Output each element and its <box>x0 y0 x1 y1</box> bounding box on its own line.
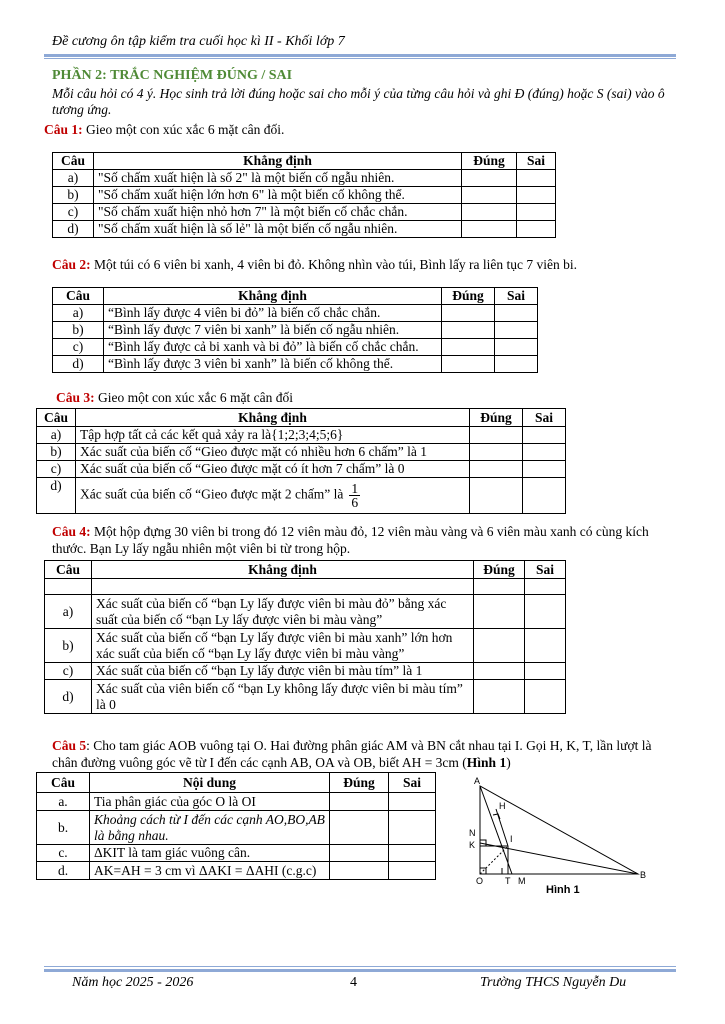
answer-sai-cell[interactable] <box>525 595 566 629</box>
row-id: a) <box>45 595 92 629</box>
col-khang-dinh: Khẳng định <box>76 409 470 427</box>
bisector-am <box>480 786 512 874</box>
answer-sai-cell[interactable] <box>389 811 436 845</box>
answer-sai-cell[interactable] <box>495 339 538 356</box>
answer-dung-cell[interactable] <box>462 204 517 221</box>
row-statement: “Bình lấy được 3 viên bi xanh” là biến cố không thể. <box>104 356 442 373</box>
instructions: Mỗi câu hỏi có 4 ý. Học sinh trả lời đúng hoặc sai cho mỗi ý của từng câu hỏi và ghi Đ (đúng) hoặc S (sai) vào ô tương ứng. <box>52 86 665 117</box>
answer-sai-cell[interactable] <box>389 793 436 811</box>
question-5-text-end: ) <box>506 755 511 770</box>
answer-dung-cell[interactable] <box>470 478 523 514</box>
row-id: d) <box>37 478 76 514</box>
point-label: O <box>476 876 484 886</box>
point-label: I <box>510 834 513 844</box>
question-1-label: Câu 1: <box>44 122 83 137</box>
col-cau: Câu <box>37 409 76 427</box>
row-id: b) <box>37 444 76 461</box>
answer-sai-cell[interactable] <box>517 204 556 221</box>
row-id: b) <box>53 322 104 339</box>
row-statement: "Số chấm xuất hiện là số lẻ" là một biến cố ngẫu nhiên. <box>94 221 462 238</box>
answer-dung-cell[interactable] <box>462 170 517 187</box>
question-2 <box>52 256 577 273</box>
point-label: B <box>640 870 647 880</box>
row-statement: Tia phân giác của góc O là OI <box>90 793 330 811</box>
col-dung: Đúng <box>442 288 495 305</box>
footer-rule <box>44 969 676 972</box>
answer-dung-cell[interactable] <box>474 629 525 663</box>
point-label: A <box>474 776 481 786</box>
row-id: a) <box>37 427 76 444</box>
row-id: a. <box>37 793 90 811</box>
row-statement: Xác suất của biến cố “Gieo được mặt có nhiều hơn 6 chấm” là 1 <box>76 444 470 461</box>
point-label: K <box>469 840 476 850</box>
answer-sai-cell[interactable] <box>517 221 556 238</box>
question-5-table <box>36 772 436 880</box>
row-statement: Khoảng cách từ I đến các cạnh AO,BO,AB là bằng nhau. <box>90 811 330 845</box>
question-2-text: Một túi có 6 viên bi xanh, 4 viên bi đỏ. Không nhìn vào túi, Bình lấy ra liên tục 7 viên bi. <box>90 257 577 272</box>
row-statement: Xác suất của biến cố “bạn Ly lấy được viên bi màu tím” là 1 <box>92 663 474 680</box>
row-statement: Tập hợp tất cả các kết quả xảy ra là{1;2;3;4;5;6} <box>76 427 470 444</box>
answer-sai-cell[interactable] <box>517 170 556 187</box>
empty-cell <box>525 579 566 595</box>
question-1-table <box>52 152 556 238</box>
question-3 <box>56 389 293 406</box>
row-id: d) <box>53 221 94 238</box>
col-cau: Câu <box>37 773 90 793</box>
row-statement: "Số chấm xuất hiện lớn hơn 6" là một biến cố không thể. <box>94 187 462 204</box>
question-5 <box>52 737 672 771</box>
answer-sai-cell[interactable] <box>523 478 566 514</box>
question-2-table <box>52 287 538 373</box>
col-sai: Sai <box>523 409 566 427</box>
answer-sai-cell[interactable] <box>523 444 566 461</box>
point-label: M <box>518 876 526 886</box>
row-id: d. <box>37 862 90 880</box>
answer-dung-cell[interactable] <box>462 187 517 204</box>
footer-school: Trường THCS Nguyễn Du <box>480 975 627 990</box>
answer-sai-cell[interactable] <box>523 461 566 478</box>
question-4-text: Một hộp đựng 30 viên bi trong đó 12 viên màu đỏ, 12 viên màu vàng và 6 viên màu xanh có cùng kích thước. Bạn Ly lấy ngẫu nhiên một viên bi từ trong hộp. <box>52 524 649 556</box>
figure-caption: Hình 1 <box>546 884 580 896</box>
header-rule-thin <box>44 58 676 59</box>
row-statement: ΔKIT là tam giác vuông cân. <box>90 845 330 862</box>
col-sai: Sai <box>495 288 538 305</box>
page-number: 4 <box>350 975 357 990</box>
row-id: c) <box>53 204 94 221</box>
point-label: N <box>469 828 476 838</box>
answer-sai-cell[interactable] <box>495 322 538 339</box>
row-id: c) <box>45 663 92 680</box>
triangle-aob <box>480 786 638 874</box>
row-id: b. <box>37 811 90 845</box>
col-dung: Đúng <box>330 773 389 793</box>
answer-sai-cell[interactable] <box>495 356 538 373</box>
col-cau: Câu <box>53 288 104 305</box>
answer-dung-cell[interactable] <box>474 680 525 714</box>
col-sai: Sai <box>525 561 566 579</box>
question-4-label: Câu 4: <box>52 524 91 539</box>
row-statement: "Số chấm xuất hiện nhỏ hơn 7" là một biến cố chắc chắn. <box>94 204 462 221</box>
answer-dung-cell[interactable] <box>330 845 389 862</box>
answer-dung-cell[interactable] <box>442 356 495 373</box>
answer-sai-cell[interactable] <box>517 187 556 204</box>
row-statement <box>76 478 470 514</box>
fraction <box>349 482 360 509</box>
answer-sai-cell[interactable] <box>495 305 538 322</box>
row-id: d) <box>45 680 92 714</box>
triangle-figure <box>460 776 650 886</box>
col-khang-dinh: Khẳng định <box>94 153 462 170</box>
row-statement: “Bình lấy được 7 viên bi xanh” là biến cố ngẫu nhiên. <box>104 322 442 339</box>
question-4-table <box>44 560 566 714</box>
row-id: c) <box>53 339 104 356</box>
answer-dung-cell[interactable] <box>462 221 517 238</box>
segment-oi <box>480 846 508 874</box>
answer-dung-cell[interactable] <box>474 595 525 629</box>
footer-year: Năm học 2025 - 2026 <box>72 975 194 990</box>
answer-dung-cell[interactable] <box>474 663 525 680</box>
answer-sai-cell[interactable] <box>389 845 436 862</box>
col-cau: Câu <box>45 561 92 579</box>
answer-sai-cell[interactable] <box>525 629 566 663</box>
answer-dung-cell[interactable] <box>330 811 389 845</box>
fraction-numerator: 1 <box>351 481 359 496</box>
answer-sai-cell[interactable] <box>525 680 566 714</box>
question-3-table <box>36 408 566 514</box>
row-id: d) <box>53 356 104 373</box>
answer-dung-cell[interactable] <box>330 862 389 880</box>
answer-dung-cell[interactable] <box>470 427 523 444</box>
answer-dung-cell[interactable] <box>442 322 495 339</box>
answer-sai-cell[interactable] <box>525 663 566 680</box>
col-sai: Sai <box>517 153 556 170</box>
bisector-bn <box>480 843 638 874</box>
answer-dung-cell[interactable] <box>330 793 389 811</box>
question-3-label: Câu 3: <box>56 390 95 405</box>
row-statement-text: Xác suất của biến cố “Gieo được mặt 2 chấm” là <box>80 486 344 502</box>
row-id: b) <box>45 629 92 663</box>
question-2-label: Câu 2: <box>52 257 91 272</box>
row-statement: Xác suất của viên biến cố “bạn Ly không lấy được viên bi màu tím” là 0 <box>92 680 474 714</box>
empty-cell <box>92 579 474 595</box>
row-statement: Xác suất của biến cố “bạn Ly lấy được viên bi màu xanh” lớn hơn xác suất của biến cố “bạn Ly lấy được viên bi màu vàng” <box>92 629 474 663</box>
row-id: c. <box>37 845 90 862</box>
col-noi-dung: Nội dung <box>90 773 330 793</box>
row-id: b) <box>53 187 94 204</box>
row-statement: “Bình lấy được 4 viên bi đỏ” là biến cố chắc chắn. <box>104 305 442 322</box>
col-khang-dinh: Khẳng định <box>92 561 474 579</box>
answer-dung-cell[interactable] <box>442 339 495 356</box>
header-rule <box>44 54 676 57</box>
row-statement: Xác suất của biến cố “bạn Ly lấy được viên bi màu đỏ” bằng xác suất của biến cố “bạn Ly lấy được viên bi màu vàng” <box>92 595 474 629</box>
part-title: PHẦN 2: TRẮC NGHIỆM ĐÚNG / SAI <box>52 68 293 83</box>
col-khang-dinh: Khẳng định <box>104 288 442 305</box>
page-header: Đề cương ôn tập kiểm tra cuối học kì II - Khối lớp 7 <box>52 34 345 49</box>
col-dung: Đúng <box>470 409 523 427</box>
question-3-text: Gieo một con xúc xắc 6 mặt cân đối <box>94 390 293 405</box>
answer-sai-cell[interactable] <box>389 862 436 880</box>
row-statement: “Bình lấy được cả bi xanh và bi đỏ” là biến cố chắc chắn. <box>104 339 442 356</box>
col-dung: Đúng <box>462 153 517 170</box>
col-sai: Sai <box>389 773 436 793</box>
row-id: a) <box>53 305 104 322</box>
question-5-label: Câu 5 <box>52 738 87 753</box>
col-cau: Câu <box>53 153 94 170</box>
question-4 <box>52 523 672 557</box>
footer-rule-thin <box>44 966 676 967</box>
answer-dung-cell[interactable] <box>442 305 495 322</box>
question-1 <box>44 121 284 138</box>
answer-dung-cell[interactable] <box>470 444 523 461</box>
question-1-text: Gieo một con xúc xắc 6 mặt cân đối. <box>82 122 285 137</box>
row-statement: Xác suất của biến cố “Gieo được mặt có ít hơn 7 chấm” là 0 <box>76 461 470 478</box>
question-5-figure-ref: Hình 1 <box>466 755 507 770</box>
point-label: T <box>505 876 511 886</box>
row-statement: AK=AH = 3 cm vì ΔAKI = ΔAHI (c.g.c) <box>90 862 330 880</box>
col-dung: Đúng <box>474 561 525 579</box>
empty-cell <box>45 579 92 595</box>
empty-cell <box>474 579 525 595</box>
row-statement: "Số chấm xuất hiện là số 2" là một biến cố ngẫu nhiên. <box>94 170 462 187</box>
fraction-denominator: 6 <box>351 495 359 510</box>
row-id: a) <box>53 170 94 187</box>
question-5-text: : Cho tam giác AOB vuông tại O. Hai đường phân giác AM và BN cắt nhau tại I. Gọi H, K, T, lần lượt là chân đường vuông góc vẽ từ I đến các cạnh AB, OA và OB, biết AH = 3cm ( <box>52 738 652 770</box>
answer-sai-cell[interactable] <box>523 427 566 444</box>
point-label: H <box>499 801 506 811</box>
answer-dung-cell[interactable] <box>470 461 523 478</box>
row-id: c) <box>37 461 76 478</box>
